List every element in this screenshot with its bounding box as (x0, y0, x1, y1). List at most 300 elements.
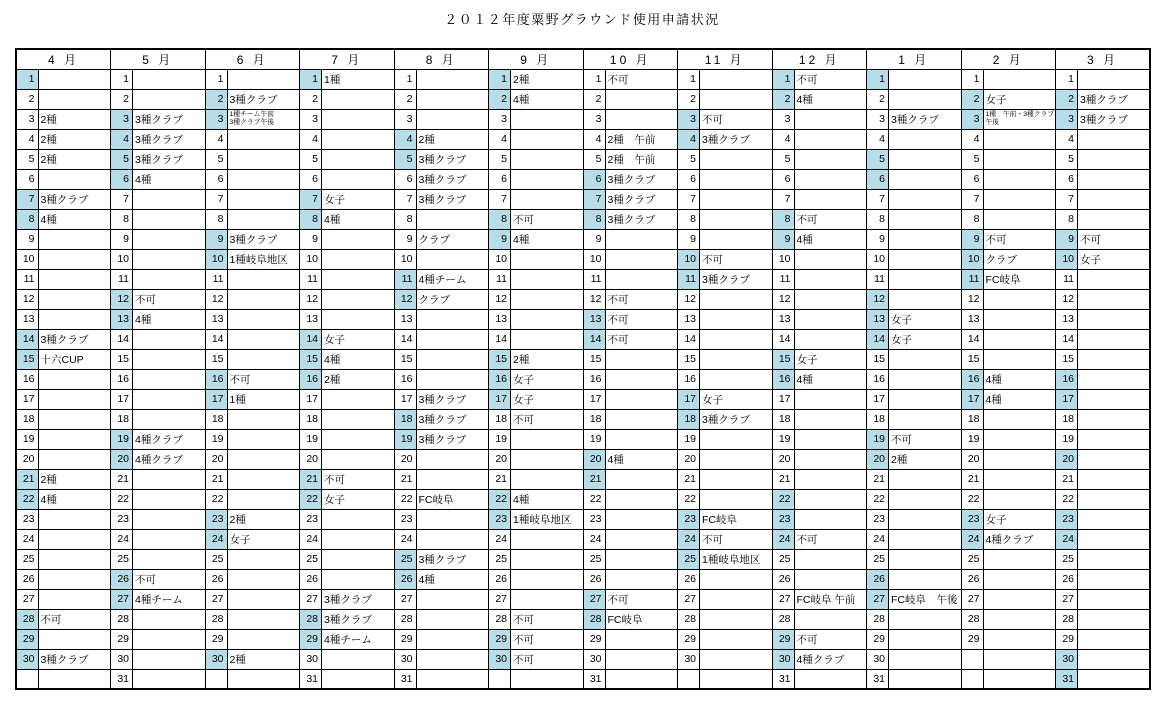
calendar-row (16, 209, 1150, 229)
note-cell (227, 469, 300, 489)
day-cell: 12 (678, 289, 700, 309)
day-cell: 24 (111, 529, 133, 549)
note-cell: 4種 (511, 229, 584, 249)
calendar-row (16, 169, 1150, 189)
calendar-row (16, 329, 1150, 349)
day-cell: 26 (961, 569, 983, 589)
note-cell (416, 249, 489, 269)
note-cell: 女子 (322, 489, 395, 509)
day-cell: 16 (394, 369, 416, 389)
day-cell: 2 (867, 89, 889, 109)
day-cell: 29 (867, 629, 889, 649)
note-cell (227, 149, 300, 169)
month-header: 6 月 (205, 49, 300, 69)
note-cell: 4種 (38, 209, 111, 229)
month-header: 8 月 (394, 49, 489, 69)
day-cell: 10 (1056, 249, 1078, 269)
note-cell: 不可 (511, 629, 584, 649)
note-cell (605, 229, 678, 249)
day-cell: 23 (678, 509, 700, 529)
note-cell (38, 229, 111, 249)
note-cell (889, 69, 962, 89)
note-cell (889, 289, 962, 309)
note-cell: 2種 午前 (605, 129, 678, 149)
day-cell: 27 (1056, 589, 1078, 609)
day-cell: 12 (300, 289, 322, 309)
note-cell: 4種 (322, 209, 395, 229)
note-cell: 3種クラブ (227, 89, 300, 109)
note-cell (983, 129, 1056, 149)
note-cell (38, 449, 111, 469)
day-cell: 2 (489, 89, 511, 109)
day-cell: 30 (583, 649, 605, 669)
day-cell: 9 (489, 229, 511, 249)
day-cell: 25 (1056, 549, 1078, 569)
day-cell: 22 (489, 489, 511, 509)
day-cell: 5 (394, 149, 416, 169)
day-cell: 9 (867, 229, 889, 249)
day-cell: 22 (961, 489, 983, 509)
note-cell (511, 589, 584, 609)
day-cell: 14 (867, 329, 889, 349)
note-cell (38, 569, 111, 589)
note-cell (511, 109, 584, 129)
note-cell (983, 549, 1056, 569)
note-cell (227, 609, 300, 629)
note-cell: 不可 (511, 409, 584, 429)
day-cell: 25 (300, 549, 322, 569)
day-cell: 31 (583, 669, 605, 689)
note-cell (605, 649, 678, 669)
day-cell: 11 (300, 269, 322, 289)
day-cell: 7 (300, 189, 322, 209)
day-cell: 5 (205, 149, 227, 169)
day-cell: 6 (16, 169, 38, 189)
day-cell: 24 (1056, 529, 1078, 549)
day-cell: 11 (1056, 269, 1078, 289)
day-cell: 17 (16, 389, 38, 409)
day-cell: 27 (205, 589, 227, 609)
note-cell (322, 669, 395, 689)
day-cell: 25 (489, 549, 511, 569)
note-cell: 1種岐阜地区 (227, 249, 300, 269)
day-cell: 16 (678, 369, 700, 389)
day-cell: 8 (394, 209, 416, 229)
day-cell: 2 (583, 89, 605, 109)
note-cell (38, 309, 111, 329)
day-cell: 18 (772, 409, 794, 429)
note-cell (889, 649, 962, 669)
day-cell: 11 (111, 269, 133, 289)
note-cell: 不可 (322, 469, 395, 489)
day-cell (205, 669, 227, 689)
day-cell: 14 (583, 329, 605, 349)
note-cell: 不可 (38, 609, 111, 629)
note-cell (1078, 549, 1151, 569)
note-cell: 4種 (416, 569, 489, 589)
day-cell: 20 (394, 449, 416, 469)
note-cell (700, 369, 773, 389)
day-cell: 11 (489, 269, 511, 289)
note-cell (794, 569, 867, 589)
day-cell: 3 (1056, 109, 1078, 129)
note-cell (416, 649, 489, 669)
note-cell: 1種 (322, 69, 395, 89)
day-cell: 19 (772, 429, 794, 449)
day-cell: 19 (678, 429, 700, 449)
day-cell: 15 (583, 349, 605, 369)
note-cell (1078, 609, 1151, 629)
note-cell (794, 669, 867, 689)
day-cell: 13 (678, 309, 700, 329)
note-cell (889, 469, 962, 489)
day-cell: 1 (961, 69, 983, 89)
day-cell: 23 (961, 509, 983, 529)
note-cell (889, 409, 962, 429)
note-cell (605, 269, 678, 289)
day-cell: 6 (772, 169, 794, 189)
day-cell: 21 (678, 469, 700, 489)
day-cell: 5 (583, 149, 605, 169)
note-cell (38, 429, 111, 449)
note-cell (700, 449, 773, 469)
day-cell: 12 (205, 289, 227, 309)
calendar-row (16, 249, 1150, 269)
note-cell (133, 69, 206, 89)
day-cell: 8 (1056, 209, 1078, 229)
day-cell: 22 (1056, 489, 1078, 509)
day-cell: 4 (961, 129, 983, 149)
note-cell: 4種クラブ (983, 529, 1056, 549)
note-cell (1078, 389, 1151, 409)
calendar-row (16, 469, 1150, 489)
calendar-row (16, 649, 1150, 669)
day-cell: 11 (678, 269, 700, 289)
day-cell: 15 (394, 349, 416, 369)
calendar-row (16, 449, 1150, 469)
note-cell (700, 69, 773, 89)
note-cell (416, 589, 489, 609)
day-cell: 3 (772, 109, 794, 129)
note-cell (983, 489, 1056, 509)
day-cell: 24 (489, 529, 511, 549)
day-cell: 14 (300, 329, 322, 349)
calendar-body (16, 69, 1150, 689)
note-cell: 1種岐阜地区 (700, 549, 773, 569)
day-cell: 6 (394, 169, 416, 189)
note-cell (794, 509, 867, 529)
note-cell (889, 489, 962, 509)
day-cell: 6 (489, 169, 511, 189)
note-cell (133, 509, 206, 529)
note-cell: 女子 (322, 329, 395, 349)
day-cell: 16 (489, 369, 511, 389)
note-cell: 3種クラブ (133, 129, 206, 149)
note-cell (983, 449, 1056, 469)
note-cell (38, 509, 111, 529)
note-cell (511, 569, 584, 589)
day-cell: 24 (678, 529, 700, 549)
note-cell: 3種クラブ (38, 189, 111, 209)
day-cell: 13 (1056, 309, 1078, 329)
note-cell (794, 389, 867, 409)
calendar-row (16, 129, 1150, 149)
note-cell (416, 329, 489, 349)
note-cell (794, 549, 867, 569)
note-cell (889, 669, 962, 689)
day-cell: 24 (16, 529, 38, 549)
day-cell: 26 (16, 569, 38, 589)
note-cell: 不可 (889, 429, 962, 449)
note-cell (416, 209, 489, 229)
note-cell (983, 149, 1056, 169)
day-cell: 29 (205, 629, 227, 649)
day-cell: 7 (1056, 189, 1078, 209)
note-cell (605, 529, 678, 549)
note-cell (1078, 349, 1151, 369)
note-cell (1078, 589, 1151, 609)
note-cell (38, 669, 111, 689)
note-cell: 2種 (416, 129, 489, 149)
note-cell: 3種クラブ (38, 329, 111, 349)
day-cell: 16 (16, 369, 38, 389)
note-cell: 女子 (983, 89, 1056, 109)
day-cell: 16 (1056, 369, 1078, 389)
calendar-row (16, 309, 1150, 329)
note-cell (700, 469, 773, 489)
note-cell: 4種チーム (322, 629, 395, 649)
day-cell: 14 (1056, 329, 1078, 349)
day-cell: 9 (583, 229, 605, 249)
note-cell: 3種クラブ (605, 209, 678, 229)
note-cell (133, 409, 206, 429)
day-cell: 13 (300, 309, 322, 329)
note-cell: 不可 (511, 609, 584, 629)
month-header: 2 月 (961, 49, 1056, 69)
note-cell (605, 469, 678, 489)
day-cell: 10 (772, 249, 794, 269)
note-cell (889, 229, 962, 249)
day-cell: 22 (867, 489, 889, 509)
day-cell: 25 (583, 549, 605, 569)
note-cell (133, 229, 206, 249)
day-cell: 3 (205, 109, 227, 129)
day-cell: 9 (678, 229, 700, 249)
day-cell: 11 (961, 269, 983, 289)
day-cell: 15 (678, 349, 700, 369)
note-cell (1078, 669, 1151, 689)
note-cell (1078, 329, 1151, 349)
day-cell: 3 (300, 109, 322, 129)
day-cell: 10 (16, 249, 38, 269)
day-cell: 28 (111, 609, 133, 629)
note-cell: 4種 (38, 489, 111, 509)
note-cell: クラブ (416, 229, 489, 249)
day-cell: 24 (772, 529, 794, 549)
day-cell: 29 (678, 629, 700, 649)
day-cell: 16 (300, 369, 322, 389)
day-cell: 16 (772, 369, 794, 389)
note-cell (1078, 649, 1151, 669)
note-cell (322, 429, 395, 449)
day-cell: 4 (772, 129, 794, 149)
day-cell: 17 (300, 389, 322, 409)
note-cell: 不可 (133, 289, 206, 309)
note-cell: 3種クラブ (605, 189, 678, 209)
note-cell (38, 169, 111, 189)
calendar-table (15, 48, 1151, 690)
note-cell: 不可 (794, 209, 867, 229)
day-cell (961, 669, 983, 689)
note-cell (511, 669, 584, 689)
day-cell: 18 (961, 409, 983, 429)
day-cell: 25 (205, 549, 227, 569)
note-cell (983, 209, 1056, 229)
note-cell (889, 349, 962, 369)
day-cell: 3 (867, 109, 889, 129)
day-cell: 25 (678, 549, 700, 569)
day-cell: 5 (300, 149, 322, 169)
note-cell (133, 89, 206, 109)
day-cell: 20 (961, 449, 983, 469)
note-cell (1078, 489, 1151, 509)
note-cell (322, 649, 395, 669)
note-cell: 3種クラブ (416, 149, 489, 169)
note-cell: 1種 (227, 389, 300, 409)
note-cell: 4種 (511, 89, 584, 109)
day-cell: 1 (16, 69, 38, 89)
month-header: 7 月 (300, 49, 395, 69)
day-cell: 30 (394, 649, 416, 669)
day-cell: 20 (205, 449, 227, 469)
calendar-row (16, 609, 1150, 629)
day-cell: 8 (583, 209, 605, 229)
note-cell (794, 329, 867, 349)
day-cell: 28 (16, 609, 38, 629)
day-cell: 18 (1056, 409, 1078, 429)
day-cell: 2 (205, 89, 227, 109)
note-cell (1078, 189, 1151, 209)
note-cell (700, 189, 773, 209)
day-cell: 4 (394, 129, 416, 149)
month-header: 1 月 (867, 49, 962, 69)
note-cell (227, 569, 300, 589)
note-cell (794, 449, 867, 469)
day-cell: 29 (300, 629, 322, 649)
note-cell (227, 269, 300, 289)
day-cell: 24 (961, 529, 983, 549)
note-cell: 不可 (700, 529, 773, 549)
note-cell: 4種チーム (133, 589, 206, 609)
note-cell: 3種クラブ (38, 649, 111, 669)
day-cell: 6 (867, 169, 889, 189)
day-cell: 4 (300, 129, 322, 149)
day-cell: 29 (16, 629, 38, 649)
day-cell: 10 (489, 249, 511, 269)
note-cell (794, 289, 867, 309)
note-cell: 十六CUP (38, 349, 111, 369)
day-cell: 16 (961, 369, 983, 389)
day-cell: 20 (16, 449, 38, 469)
note-cell (511, 149, 584, 169)
note-cell (133, 369, 206, 389)
day-cell: 11 (205, 269, 227, 289)
note-cell (416, 69, 489, 89)
note-cell (983, 409, 1056, 429)
note-cell: 2種 (38, 129, 111, 149)
day-cell: 21 (1056, 469, 1078, 489)
calendar-row (16, 89, 1150, 109)
note-cell: 4種クラブ (133, 429, 206, 449)
note-cell (700, 209, 773, 229)
day-cell: 25 (961, 549, 983, 569)
day-cell: 30 (1056, 649, 1078, 669)
note-cell (227, 349, 300, 369)
note-cell: 3種クラブ (700, 269, 773, 289)
note-cell (700, 229, 773, 249)
day-cell: 31 (772, 669, 794, 689)
day-cell: 21 (772, 469, 794, 489)
day-cell: 12 (489, 289, 511, 309)
day-cell: 4 (111, 129, 133, 149)
note-cell (1078, 309, 1151, 329)
day-cell (16, 669, 38, 689)
note-cell (889, 149, 962, 169)
calendar-row (16, 629, 1150, 649)
calendar-row (16, 529, 1150, 549)
note-cell (227, 669, 300, 689)
note-cell (227, 549, 300, 569)
day-cell: 6 (111, 169, 133, 189)
day-cell: 28 (1056, 609, 1078, 629)
day-cell: 2 (394, 89, 416, 109)
note-cell: 不可 (794, 529, 867, 549)
note-cell (322, 309, 395, 329)
note-cell (133, 209, 206, 229)
note-cell: 不可 (700, 249, 773, 269)
note-cell: 女子 (983, 509, 1056, 529)
day-cell: 7 (489, 189, 511, 209)
note-cell (889, 629, 962, 649)
note-cell: 4種 (794, 369, 867, 389)
note-cell (889, 169, 962, 189)
note-cell (38, 89, 111, 109)
day-cell: 1 (111, 69, 133, 89)
note-cell (511, 129, 584, 149)
note-cell (416, 529, 489, 549)
day-cell: 26 (205, 569, 227, 589)
note-cell (511, 549, 584, 569)
note-cell: 2種 (889, 449, 962, 469)
note-cell (983, 649, 1056, 669)
note-cell (227, 589, 300, 609)
note-cell: 3種クラブ (133, 109, 206, 129)
day-cell: 6 (300, 169, 322, 189)
note-cell (38, 529, 111, 549)
day-cell: 4 (583, 129, 605, 149)
note-cell (511, 189, 584, 209)
note-cell (322, 529, 395, 549)
note-cell (700, 649, 773, 669)
note-cell (605, 89, 678, 109)
note-cell: 2種 (511, 69, 584, 89)
day-cell: 23 (772, 509, 794, 529)
day-cell: 9 (1056, 229, 1078, 249)
note-cell (38, 69, 111, 89)
day-cell: 10 (678, 249, 700, 269)
note-cell (700, 349, 773, 369)
note-cell (794, 169, 867, 189)
